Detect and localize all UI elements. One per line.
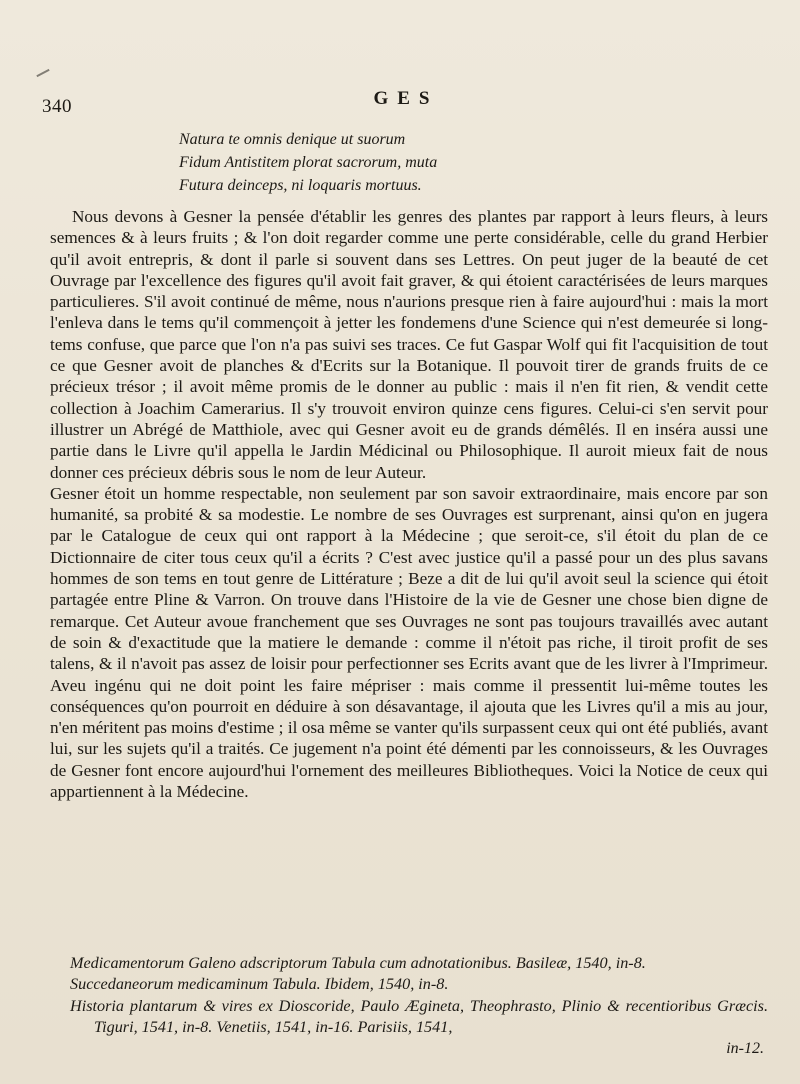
verse-line: Natura te omnis denique ut suorum bbox=[179, 131, 406, 148]
ink-mark bbox=[36, 69, 49, 77]
catchword: in-12. bbox=[726, 1040, 764, 1058]
verse-line: Fidum Antistitem plorat sacrorum, muta bbox=[179, 154, 438, 171]
main-text bbox=[50, 206, 768, 802]
paragraph: Nous devons à Gesner la pensée d'établir les genres des plantes par rapport à leurs fleurs, à leurs semences & à leurs fruits ; & l'on doit regarder comme une perte considérable, celle du grand Herbier qu'il avoit entrepris, & dont il parle si souvent dans ses Lettres. On peut juger de la beauté de cet Ouvrage par l'excellence des figures qu'il avoit fait graver, & qui étoient caractérisées de leurs marques particulieres. S'il avoit continué de même, nous n'aurions presque rien à faire aujourd'hui : mais la mort l'enleva dans le tems qu'il commençoit à jetter les fondemens d'une Science qui n'est demeurée si long-tems confuse, que parce que l'on n'a pas suivi ses traces. Ce fut Gaspar Wolf qui fit l'acquisition de tout ce que Gesner avoit de planches & d'Ecrits sur la Botanique. Il pouvoit tirer de grands fruits de ce précieux trésor ; il avoit même promis de le donner au public : mais il n'en fit rien, & vendit cette collection à Joachim Camerarius. Il s'y trouvoit environ quinze cens figures. Celui-ci s'en servit pour illustrer un Abrégé de Matthiole, avec qui Gesner avoit eu de grands démêlés. Il en inséra aussi une partie dans le Livre qu'il appella le Jardin Médicinal ou Philosophique. Il auroit mieux fait de nous donner ces précieux débris sous le nom de leur Auteur. bbox=[50, 207, 768, 482]
verse-epitaph bbox=[179, 128, 437, 197]
page-number: 340 bbox=[42, 96, 72, 117]
bibliography-entry: Medicamentorum Galeno adscriptorum Tabula cum adnotationibus. Basileæ, 1540, in-8. bbox=[70, 954, 646, 972]
paragraph: Gesner étoit un homme respectable, non seulement par son savoir extraordinaire, mais encore par son humanité, sa probité & sa modestie. Le nombre de ses Ouvrages est surprenant, ainsi qu'on en jugera par le Catalogue de ceux qui ont rapport à la Médecine ; que seroit-ce, s'il étoit du plan de ce Dictionnaire de citer tous ceux qu'il a écrits ? C'est avec justice qu'il a passé pour un des plus savans hommes de son tems en tout genre de Littérature ; Beze a dit de lui qu'il avoit seul la science qui étoit partagée entre Pline & Varron. On trouve dans l'Histoire de la vie de Gesner une chose bien digne de remarque. Cet Auteur avoue franchement que ses Ouvrages ne sont pas toujours travaillés avec autant de soin & d'exactitude que la matiere le demande : comme il n'étoit pas riche, il tiroit profit de ses talens, & il n'avoit pas assez de loisir pour perfectionner ses Ecrits avant que de les livrer à l'Imprimeur. Aveu ingénu qui ne doit point les faire mépriser : mais comme il pressentit lui-même toutes les conséquences qu'on pourroit en déduire à son désavantage, il ajouta que les Livres qu'il a mis au jour, n'en méritent pas moins d'estime ; il osa même se vanter qu'ils surpassent ceux qui ont été publiés, avant lui, sur les sujets qu'il a traités. Ce jugement n'a point été démenti par les connoisseurs, & les Ouvrages de Gesner font encore aujourd'hui l'ornement des meilleures Bibliotheques. Voici la Notice de ceux qui appartiennent à la Médecine. bbox=[50, 483, 768, 802]
bibliography-entry: Succedaneorum medicaminum Tabula. Ibidem, 1540, in-8. bbox=[70, 975, 449, 994]
running-head: GES bbox=[373, 88, 439, 109]
bibliography-entry: Historia plantarum & vires ex Dioscoride, Paulo Ægineta, Theophrasto, Plinio & recentioribus Græcis. Tiguri, 1541, in-8. Venetiis, 1541, in-16. Parisiis, 1541, bbox=[70, 996, 768, 1036]
verse-line: Futura deinceps, ni loquaris mortuus. bbox=[179, 177, 422, 194]
bibliography-list bbox=[70, 953, 768, 1059]
